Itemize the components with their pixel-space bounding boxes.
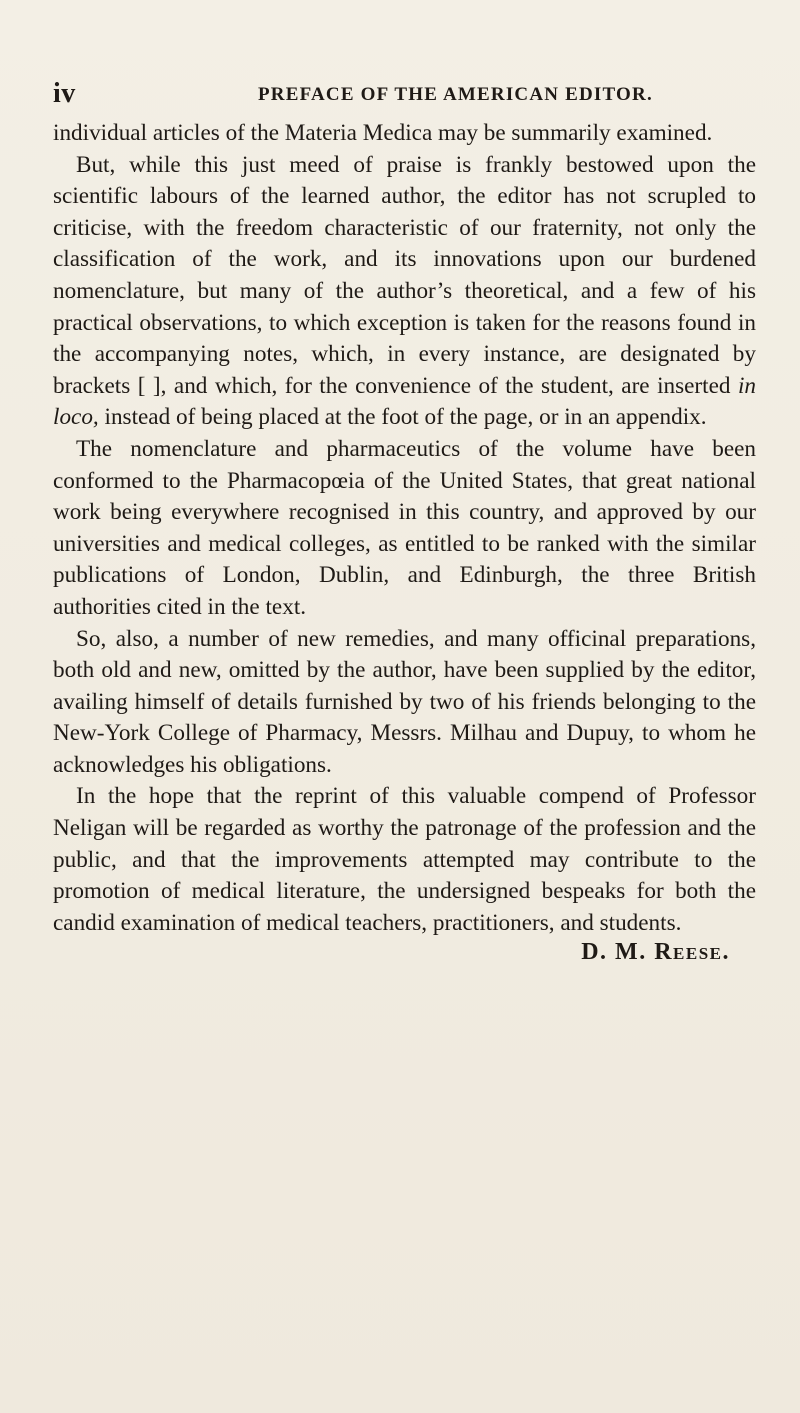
paragraph-text: In the hope that the reprint of this valuable compend of Professor Neligan will be regarded as worthy the patronage of the profession and the public, and that the improvements attempted may contribute to the promotion of medical literature, the undersigned bespeaks for both the candid examination of medical teachers, practitioners, and students. xyxy=(53,783,756,936)
signature-name: D. M. Reese. xyxy=(581,939,730,966)
paragraph-closing xyxy=(53,781,756,939)
paragraph-criticism xyxy=(53,150,756,434)
paragraph-remedies xyxy=(53,624,756,782)
running-title: PREFACE OF THE AMERICAN EDITOR. xyxy=(258,84,653,105)
running-header xyxy=(53,78,756,112)
paragraph-continuation xyxy=(53,118,756,150)
paragraph-text: So, also, a number of new remedies, and many officinal preparations, both old and new, omitted by the author, have been supplied by the editor, availing himself of details furnished by two of his friends belonging to the New-York College of Pharmacy, Messrs. Milhau and Dupuy, to whom he acknowledges his obligations. xyxy=(53,625,756,778)
paragraph-text: instead of being placed at the foot of the page, or in an appendix. xyxy=(98,404,707,431)
paragraph-text: The nomenclature and pharmaceutics of the volume have been conformed to the Pharmacopœia of the United States, that great national work being everywhere recognised in this country, and approved by our universities and medical colleges, as entitled to be ranked with the similar publications of London, Dublin, and Edinburgh, the three British authorities cited in the text. xyxy=(53,435,756,620)
signature xyxy=(53,939,756,966)
paragraph-nomenclature xyxy=(53,434,756,624)
page-number: iv xyxy=(53,78,76,109)
body-text xyxy=(53,118,756,939)
italic-phrase: in loco, xyxy=(53,372,756,431)
paragraph-text: individual articles of the Materia Medica may be summarily examined. xyxy=(53,120,713,146)
paragraph-text: But, while this just meed of praise is frankly bestowed upon the scientific labours of the learned author, the editor has not scrupled to criticise, with the freedom characteristic of our fraternity, not only the classification of the work, and its innovations upon our burdened nomenclature, but many of the author’s theoretical, and a few of his practical observations, to which exception is taken for the reasons found in the accompanying notes, which, in every instance, are designated by brackets [ ], and which, for the convenience of the student, are inserted xyxy=(53,151,756,399)
